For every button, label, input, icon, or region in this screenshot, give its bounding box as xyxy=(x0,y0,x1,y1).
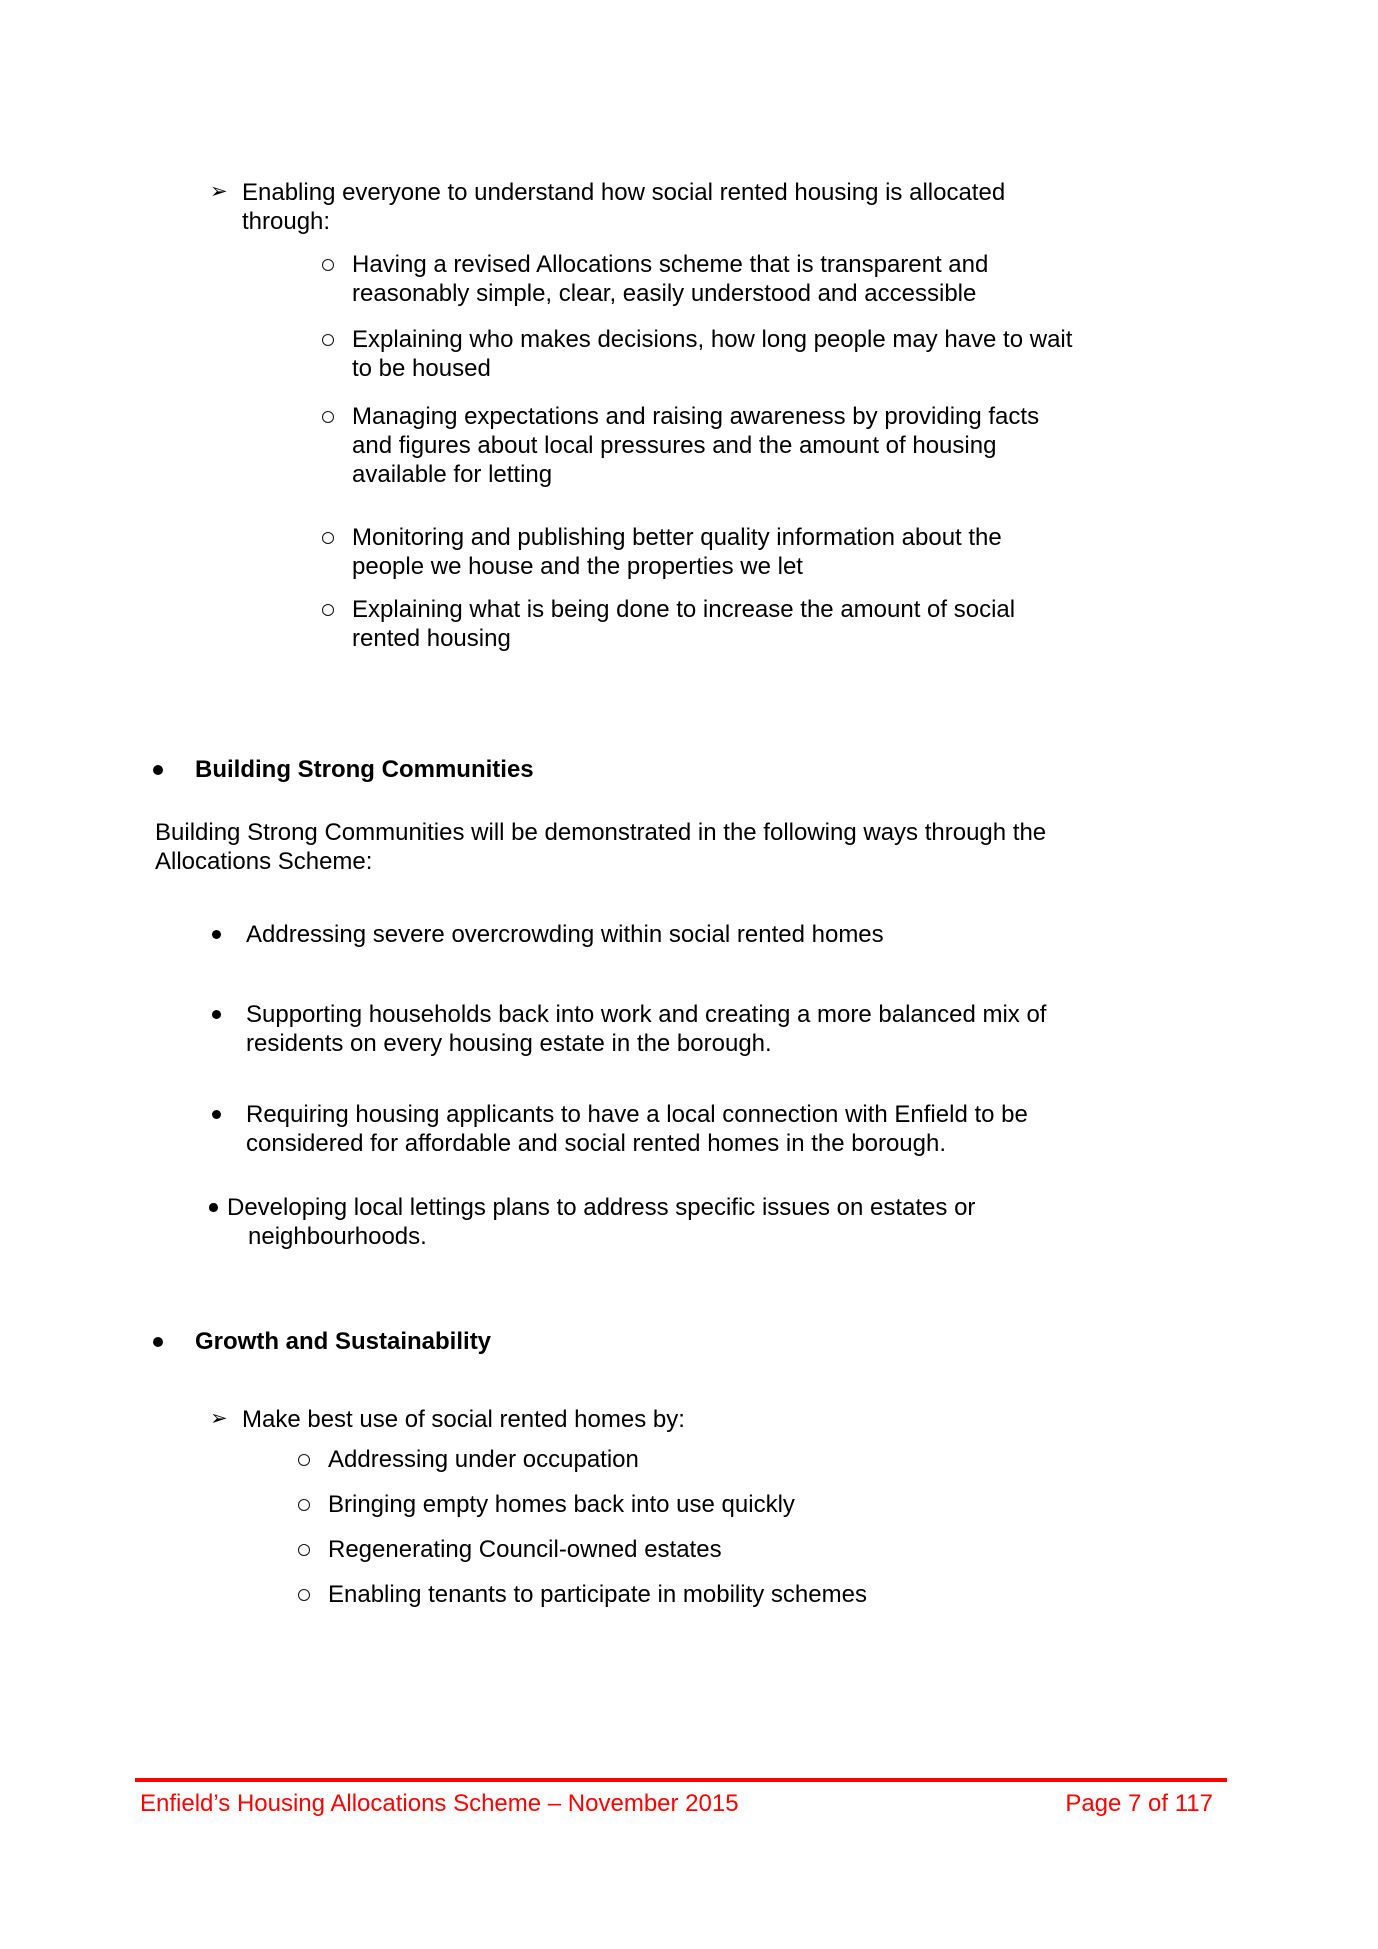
circle-list-item xyxy=(0,1445,1378,1474)
text-line: people we house and the properties we let xyxy=(352,553,803,580)
arrow-list-item xyxy=(0,178,1378,236)
item-text xyxy=(242,178,1378,236)
text-line: Make best use of social rented homes by: xyxy=(242,1406,685,1433)
item-text xyxy=(246,1000,1378,1058)
disc-bullet-icon xyxy=(212,1110,221,1119)
circle-list-item xyxy=(0,325,1378,383)
text-line: Building Strong Communities will be demonstrated in the following ways through the xyxy=(155,819,1047,846)
text-line: Addressing severe overcrowding within social rented homes xyxy=(246,921,884,948)
bullet-list-item xyxy=(0,920,1378,949)
arrow-list-item xyxy=(0,1405,1378,1434)
circle-bullet-icon xyxy=(298,1544,310,1556)
disc-bullet-icon xyxy=(212,1010,221,1019)
text-line: Requiring housing applicants to have a local connection with Enfield to be xyxy=(246,1101,1028,1128)
circle-list-item xyxy=(0,595,1378,653)
text-line: Explaining what is being done to increase the amount of social xyxy=(352,596,1016,623)
arrow-bullet-icon: ➢ xyxy=(210,1406,228,1430)
bullet-list-item xyxy=(0,1000,1378,1058)
text-line: neighbourhoods. xyxy=(248,1223,427,1250)
text-line: through: xyxy=(242,208,331,235)
item-text xyxy=(352,250,1378,308)
text-line: Developing local lettings plans to address specific issues on estates or xyxy=(227,1194,976,1221)
disc-bullet-icon xyxy=(212,930,221,939)
text-line: Supporting households back into work and creating a more balanced mix of xyxy=(246,1001,1047,1028)
item-text xyxy=(242,1405,1378,1434)
paragraph xyxy=(0,818,1378,876)
disc-bullet-icon xyxy=(153,1337,163,1347)
text-line: reasonably simple, clear, easily understood and accessible xyxy=(352,280,977,307)
item-text xyxy=(328,1535,1378,1564)
circle-bullet-icon xyxy=(322,411,334,423)
item-text xyxy=(195,1327,1378,1356)
item-text xyxy=(352,523,1378,581)
document-content xyxy=(0,178,1378,1609)
text-line: and figures about local pressures and the amount of housing xyxy=(352,432,997,459)
circle-bullet-icon xyxy=(298,1589,310,1601)
circle-list-item xyxy=(0,402,1378,489)
text-line: Enabling everyone to understand how social rented housing is allocated xyxy=(242,179,1006,206)
footer-page-number: Page 7 of 117 xyxy=(1065,1790,1213,1817)
disc-bullet-icon xyxy=(209,1203,218,1212)
text-line: Addressing under occupation xyxy=(328,1446,639,1473)
footer-document-title: Enfield’s Housing Allocations Scheme – November 2015 xyxy=(140,1790,739,1817)
item-text xyxy=(246,1100,1378,1158)
text-line: Monitoring and publishing better quality information about the xyxy=(352,524,1002,551)
circle-list-item xyxy=(0,1490,1378,1519)
circle-bullet-icon xyxy=(298,1454,310,1466)
disc-bullet-icon xyxy=(153,765,163,775)
item-text xyxy=(328,1490,1378,1519)
item-text xyxy=(195,755,1378,784)
item-text xyxy=(352,325,1378,383)
text-line: considered for affordable and social rented homes in the borough. xyxy=(246,1130,947,1157)
text-line: to be housed xyxy=(352,355,491,382)
section-heading-item xyxy=(0,755,1378,784)
text-line: residents on every housing estate in the borough. xyxy=(246,1030,772,1057)
item-text xyxy=(352,595,1378,653)
arrow-bullet-icon: ➢ xyxy=(210,179,228,203)
text-line: Managing expectations and raising awareness by providing facts xyxy=(352,403,1040,430)
circle-bullet-icon xyxy=(298,1499,310,1511)
item-text xyxy=(328,1580,1378,1609)
circle-bullet-icon xyxy=(322,259,334,271)
bullet-list-item xyxy=(0,1193,1378,1251)
item-text xyxy=(246,920,1378,949)
item-text xyxy=(328,1445,1378,1474)
circle-bullet-icon xyxy=(322,334,334,346)
text-line: rented housing xyxy=(352,625,511,652)
bullet-list-item xyxy=(0,1100,1378,1158)
item-text xyxy=(155,818,1378,876)
circle-list-item xyxy=(0,523,1378,581)
circle-list-item xyxy=(0,1535,1378,1564)
text-line: Explaining who makes decisions, how long people may have to wait xyxy=(352,326,1073,353)
section-heading-item xyxy=(0,1327,1378,1356)
circle-bullet-icon xyxy=(322,604,334,616)
circle-bullet-icon xyxy=(322,532,334,544)
text-line: Bringing empty homes back into use quickly xyxy=(328,1491,795,1518)
text-line: available for letting xyxy=(352,461,553,488)
text-line: Growth and Sustainability xyxy=(195,1328,492,1355)
text-line: Having a revised Allocations scheme that is transparent and xyxy=(352,251,989,278)
page-footer xyxy=(135,1778,1227,1817)
item-text xyxy=(352,402,1378,489)
circle-list-item xyxy=(0,1580,1378,1609)
text-line: Regenerating Council-owned estates xyxy=(328,1536,722,1563)
item-text xyxy=(227,1193,1378,1251)
text-line: Building Strong Communities xyxy=(195,756,534,783)
circle-list-item xyxy=(0,250,1378,308)
text-line: Enabling tenants to participate in mobility schemes xyxy=(328,1581,867,1608)
text-line: Allocations Scheme: xyxy=(155,848,373,875)
